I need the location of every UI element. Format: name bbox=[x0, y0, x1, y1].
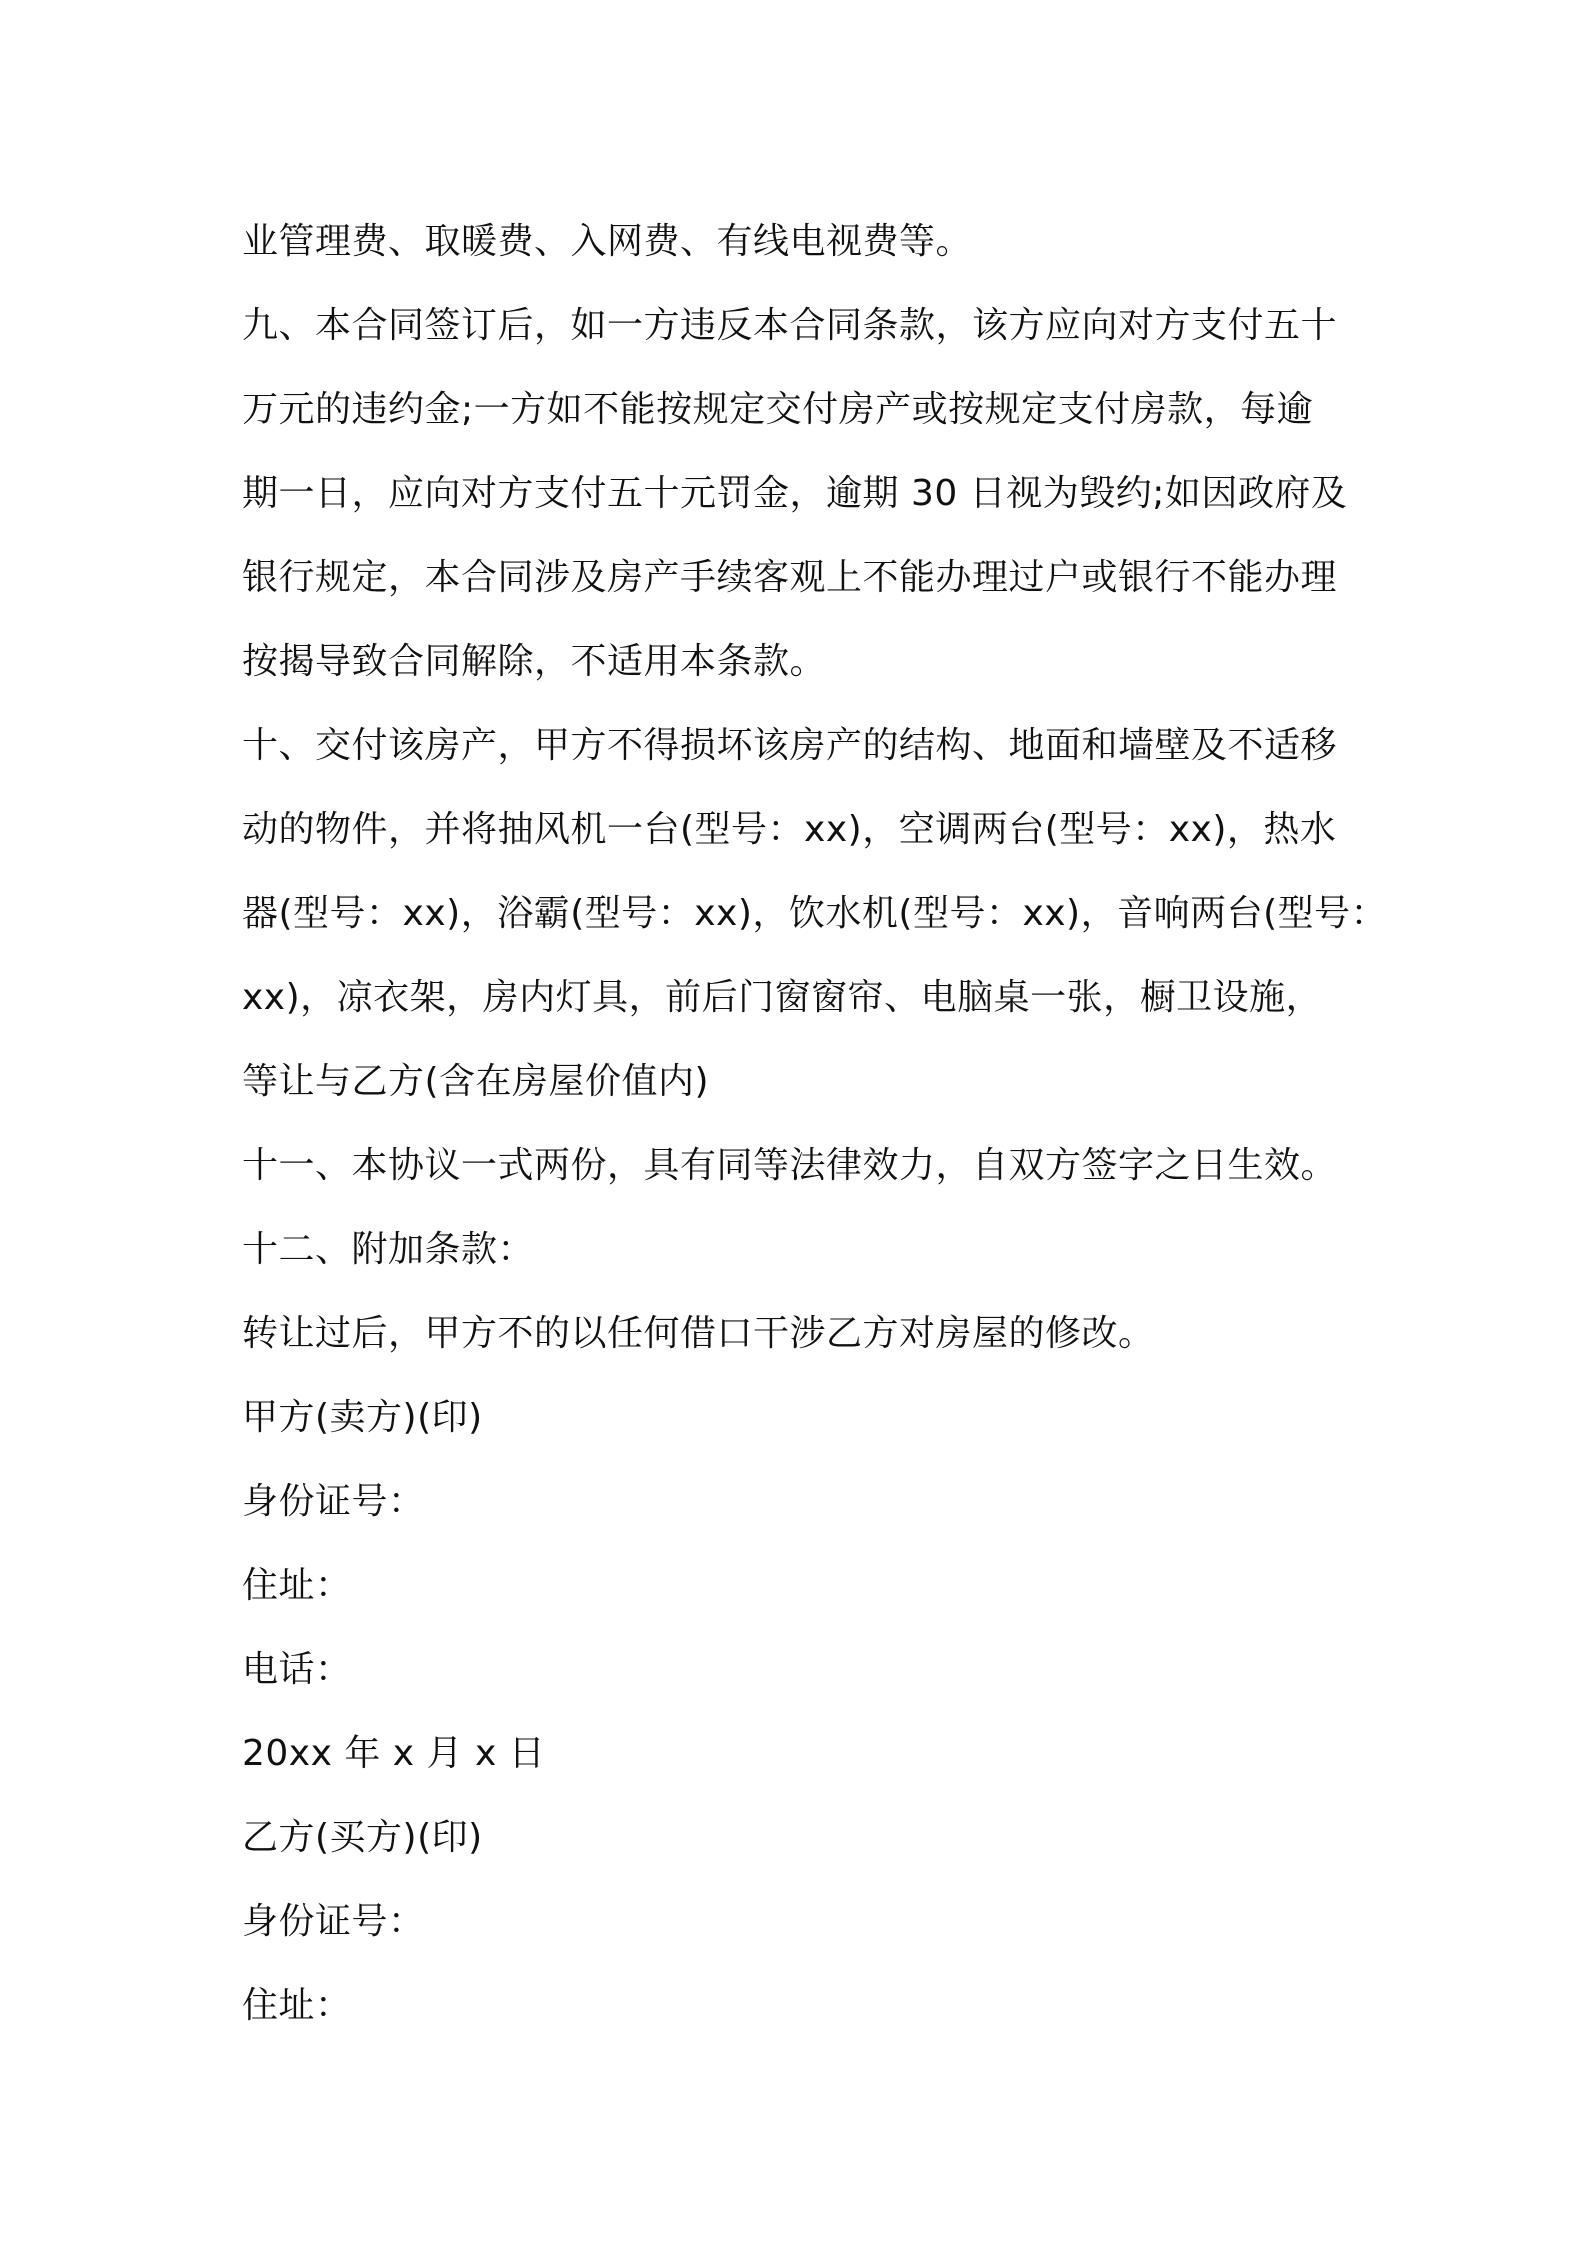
signature-label: 身份证号： bbox=[242, 1901, 425, 1942]
text-line: xx)，凉衣架，房内灯具，前后门窗窗帘、电脑桌一张，橱卫设施， bbox=[242, 977, 1323, 1018]
text-line: 器(型号：xx)，浴霸(型号：xx)，饮水机(型号：xx)，音响两台(型号： bbox=[242, 893, 1388, 934]
date-line: 20xx 年 x 月 x 日 bbox=[242, 1733, 546, 1774]
text-line: 万元的违约金;一方如不能按规定交付房产或按规定支付房款，每逾 bbox=[242, 389, 1314, 430]
text-line: 十一、本协议一式两份，具有同等法律效力，自双方签字之日生效。 bbox=[242, 1145, 1338, 1186]
text-line: 动的物件，并将抽风机一台(型号：xx)，空调两台(型号：xx)，热水 bbox=[242, 809, 1337, 850]
text-line: 转让过后，甲方不的以任何借口干涉乙方对房屋的修改。 bbox=[242, 1313, 1155, 1354]
text-line: 十二、附加条款： bbox=[242, 1229, 535, 1270]
text-line: 业管理费、取暖费、入网费、有线电视费等。 bbox=[242, 221, 973, 262]
signature-label: 电话： bbox=[242, 1649, 352, 1690]
text-line: 期一日，应向对方支付五十元罚金，逾期 30 日视为毁约;如因政府及 bbox=[242, 473, 1348, 514]
text-line: 等让与乙方(含在房屋价值内) bbox=[242, 1061, 710, 1102]
signature-label: 身份证号： bbox=[242, 1481, 425, 1522]
document-body bbox=[242, 200, 1388, 2048]
signature-label: 乙方(买方)(印) bbox=[242, 1817, 483, 1858]
signature-label: 住址： bbox=[242, 1565, 352, 1606]
text-line: 十、交付该房产，甲方不得损坏该房产的结构、地面和墙壁及不适移 bbox=[242, 725, 1338, 766]
text-line: 九、本合同签订后，如一方违反本合同条款，该方应向对方支付五十 bbox=[242, 305, 1338, 346]
signature-label: 住址： bbox=[242, 1985, 352, 2026]
text-line: 按揭导致合同解除，不适用本条款。 bbox=[242, 641, 827, 682]
signature-label: 甲方(卖方)(印) bbox=[242, 1397, 483, 1438]
text-line: 银行规定，本合同涉及房产手续客观上不能办理过户或银行不能办理 bbox=[242, 557, 1338, 598]
